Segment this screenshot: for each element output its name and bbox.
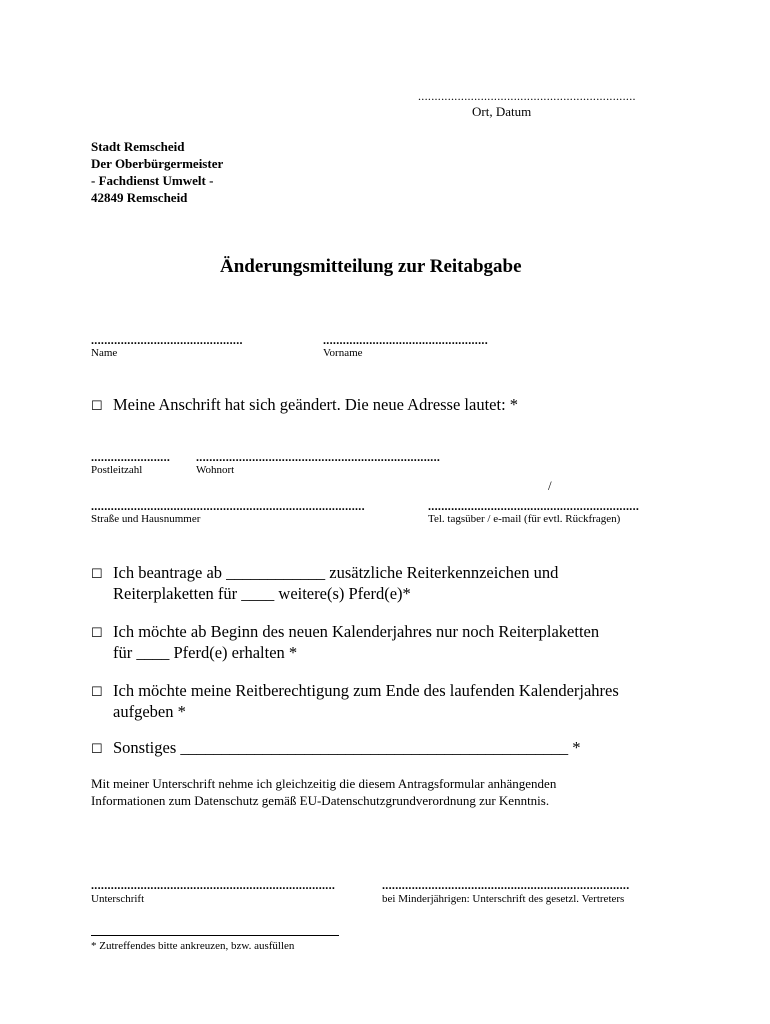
name-field[interactable]: .............................................. — [91, 333, 243, 347]
page-title: Änderungsmitteilung zur Reitabgabe — [220, 256, 522, 277]
option-checkbox[interactable]: ☐ — [91, 741, 103, 756]
option-additional-plates — [91, 563, 558, 604]
strasse-field[interactable]: ................................................................................... — [91, 499, 365, 513]
vorname-field[interactable]: .................................................. — [323, 333, 488, 347]
option-text-line-1: Ich beantrage ab ____________ zusätzliche Reiterkennzeichen und — [113, 563, 559, 582]
signature-field[interactable]: .......................................................................... — [91, 878, 336, 892]
option-checkbox[interactable]: ☐ — [91, 625, 103, 640]
option-text-line-2: Reiterplaketten für ____ weitere(s) Pferd(e)* — [113, 584, 411, 603]
contact-label: Tel. tagsüber / e-mail (für evtl. Rückfragen) — [428, 513, 621, 525]
option-text-line-1: Sonstiges _______________________________________________ * — [113, 738, 581, 757]
wohnort-label: Wohnort — [196, 464, 235, 476]
date-dots: .................................................................. — [418, 89, 636, 103]
option-other — [91, 738, 581, 759]
strasse-label: Straße und Hausnummer — [91, 513, 201, 525]
option-checkbox[interactable]: ☐ — [91, 566, 103, 581]
privacy-note-line-1: Mit meiner Unterschrift nehme ich gleichzeitig die diesem Antragsformular anhängenden — [91, 776, 557, 791]
recipient-line-3: - Fachdienst Umwelt - — [91, 173, 214, 188]
option-text-line-1: Ich möchte meine Reitberechtigung zum Ende des laufenden Kalenderjahres — [113, 681, 619, 700]
option-give-up — [91, 681, 619, 722]
address-change-text: Meine Anschrift hat sich geändert. Die neue Adresse lautet: * — [113, 395, 519, 414]
signature-label: Unterschrift — [91, 893, 145, 905]
wohnort-field[interactable]: .......................................................................... — [196, 450, 441, 464]
footnote: * Zutreffendes bitte ankreuzen, bzw. ausfüllen — [91, 940, 295, 952]
recipient-line-4: 42849 Remscheid — [91, 190, 188, 205]
contact-separator: / — [548, 478, 552, 493]
recipient-line-2: Der Oberbürgermeister — [91, 156, 224, 171]
option-text-line-1: Ich möchte ab Beginn des neuen Kalenderjahres nur noch Reiterplaketten — [113, 622, 600, 641]
option-text-line-2: aufgeben * — [113, 702, 186, 721]
guardian-signature-label: bei Minderjährigen: Unterschrift des gesetzl. Vertreters — [382, 893, 625, 905]
vorname-label: Vorname — [323, 347, 363, 359]
option-only-plates — [91, 622, 599, 663]
name-label: Name — [91, 347, 118, 359]
address-change-option — [91, 395, 518, 416]
address-change-checkbox[interactable]: ☐ — [91, 398, 103, 413]
recipient-address — [91, 138, 223, 206]
plz-label: Postleitzahl — [91, 464, 143, 476]
plz-field[interactable]: ........................ — [91, 450, 171, 464]
privacy-note — [91, 775, 556, 809]
recipient-line-1: Stadt Remscheid — [91, 139, 185, 154]
option-text-line-2: für ____ Pferd(e) erhalten * — [113, 643, 298, 662]
guardian-signature-field[interactable]: ........................................................................... — [382, 878, 630, 892]
date-label: Ort, Datum — [472, 104, 532, 119]
footnote-divider — [91, 935, 339, 936]
privacy-note-line-2: Informationen zum Datenschutz gemäß EU-Datenschutzgrundverordnung zur Kenntnis. — [91, 793, 550, 808]
option-checkbox[interactable]: ☐ — [91, 684, 103, 699]
contact-field[interactable]: ................................................................ — [428, 499, 640, 513]
